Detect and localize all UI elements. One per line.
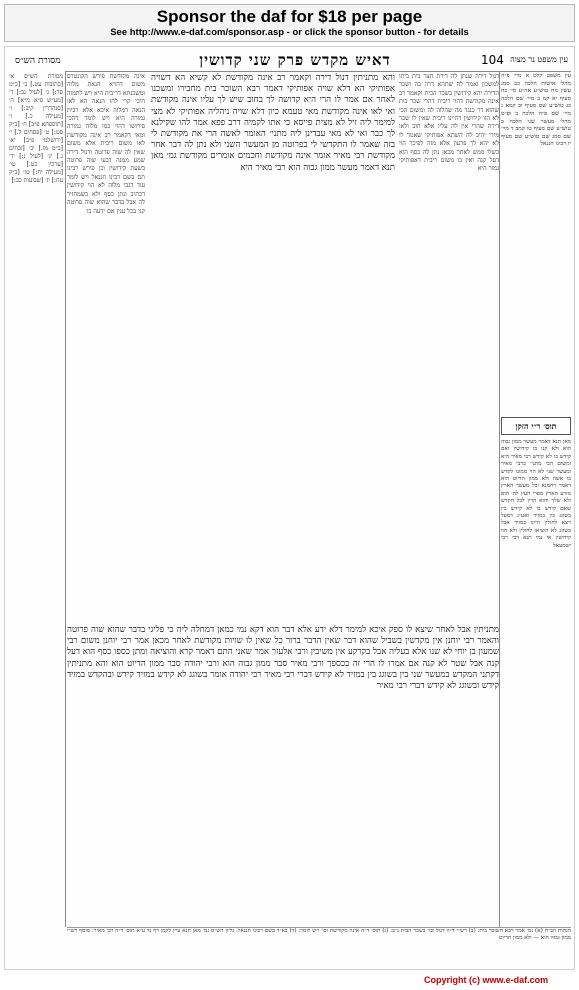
gemara-lower-block: מתניתין אבל לאחר שיצא לו ספק איכא למימר דלא ידע אלא דבר הוא דקא נמי כמאן דמחלה ליה כי פליגי בדבר שהוא שוה פרוטה והאמר רבי יוחנן אין מקדשין בשביל שהוא דבר שאין הדבר ברור כל שאין לו שויות מקודשת לאחר מכאן אמר רבי יוחנן משום רבי שמעון בן יוחי לא שנו אלא בעליה אבל בקרקע אין משיבין ורבי אלעזר אמר שאני התם דאמר קרא והוציאה ומתן כספו כסף הוא דעל קנה אבל שטר לא קנה אם אמרו לו הרי זה בכספך ורבי מאיר סבר ממון גבוה הוא ורבי יהודה סבר ממון הדיוט הוא והא מתניתין דקתני המקדש במעשר שני בין בשוגג בין במזיד לא קידש דברי רבי מאיר רבי יהודה אומר בשוגג לא קידש במזיד קידש ובהקדש במזיד קידש ובשוגג לא קידש דברי רבי מאיר: [67, 625, 499, 692]
page-header: [5, 53, 574, 71]
rid-commentary-column: מאן תנא דאמר מעשר ממון גבוה הוא ולא קנו בו קידושין ואם קידש בו לא קידש רבי מאיר היא ומשום הכי מתני׳ כרבי מאיר ומעשר שני לא הוי ממונו לקדש בו אשה ולא ממון הדיוט הוא דאמר רחמנא וכל מעשר הארץ מזרע הארץ מפרי העץ לה׳ הוא ולא שלך והוא הדין לכל הקדש שאם קידש בו לא קידש בין בשוגג בין במזיד ואע״ג דמעל ויצא לחולין היינו במזיד אבל בשוגג לא הוציאו לחולין ולא הוו קידושין אי נמי תנא דבי רבי ישמעאל: [501, 439, 571, 549]
copyright-link[interactable]: Copyright (c) www.e-daf.com: [424, 975, 549, 985]
talmud-page: [4, 46, 575, 970]
sponsor-details[interactable]: See http://www.e-daf.com/sponsor.asp - or click the sponsor button - for details: [110, 27, 469, 38]
masoret-hashas-column: מסורת הש״ס א׳ [כתובות עט.] ב׳ [ב״מ סד:] ג׳ [לעיל נב:] ד׳ [מע״ש פ״א מ״א] ה׳ [סנהדרין קיב:] ו׳ [מעילה כ.] ז׳ [תוספתא פ״ב] ח׳ [ב״ק סט:] ט׳ [פסחים ל.] י׳ [ירושלמי פ״ב] יא׳ [ב״מ מז.] יב׳ [זבחים נ.] יג׳ [לעיל נ:] יד׳ [ערכין כט.] טו׳ [מעילה יח:] טז׳ [ב״ק עח:] יז׳ [שבועות כב:]: [9, 73, 63, 184]
sponsor-banner[interactable]: [4, 4, 575, 42]
divider-right: [499, 71, 500, 927]
divider-top: [65, 71, 571, 72]
divider-left: [65, 71, 66, 927]
gemara-column: והא מתניתין דנול דירה וקאמר רב אינה מקודשת לא קשיא הא דשויה אפותיקי הא דלא שויה אפותיקי דאמר רבא השוכר בית מחבירו ומשכנו לאחר אם אמר לו הרי היא קדושה לך בחוב שיש לך עליו אינה מקודשת ואי לאו אינה מקודשת מאי טעמא כיון דלא שויה ניהליה אפותיקי לא מצי למימר ליה זיל לא מצית פייסא כי אתו לקמיה דרב פפא אמר להו שקילנא לך כבר ואי לא מאי עבדינן ליה מתני׳ האומר לאשה הרי את מקודשת לי בזה שאמר לו התקדשי לי בפרוטה מן המעשר השני ולא נתן לה דבר אחר מקודשת רבי מאיר אומר אינה מקודשת וחכמים אומרים מקודשת גמ׳ מאן תנא דאמר מעשר ממון גבוה הוא רבי מאיר היא: [151, 73, 395, 173]
tosafot-column: אינה מקודשת פירש הקונטרס משום דהויא הנאת מלוה ומשכנתא דריבית היא ויש לתמוה היכי קרי להו הנאה הא לאו הנאה דמלוה איכא אלא רבית גמורה היא ויש לומר דהכי פירושו דהוי כמו מלוה גמורה ומאי דקאמר רב אינה מקודשת לאו משום ריבית אלא משום שאין לה שוה פרוטה ודנול דירה שמע ממנה דבעי שוה פרוטה בשעת קידושין וכן פירש רבינו תם בשם רבינו חננאל ויש לומר עוד דגבי מלוה לא הוי קידושין דכתיב ונתן כסף ולא כשמחזיר לה אבל בדבר שהוא שוה פרוטה קני בכל ענין אם ידעה בו: [67, 73, 145, 215]
ein-mishpat-column: עין משפט קלט א מיי׳ פ״ה מהל׳ אישות הלכה כב סמג עשין מח טוש״ע אה״ע סי׳ כח סעיף יא קמ ב מיי׳ שם הלכה כג טוש״ע שם סעיף יב קמא ג מיי׳ שם פ״ה הלכה ב ופ״ט מהל׳ מעשר שני הלכה ב טוש״ע שם סעיף טו קמב ד מיי׳ שם סמג שם טוש״ע שם סעיף יז רבינו חננאל: [501, 73, 571, 148]
masoret-hashas-label: מסורת הש״ס: [15, 56, 61, 66]
commentary-heading-box: תוס׳ ר״י הזקן: [501, 417, 571, 435]
ein-mishpat-label: עין משפט נר מצוה: [510, 55, 568, 64]
footnotes-block: הגהות הב״ח (א) גמ׳ אמר רבא השוכר בית: (ב) רש״י ד״ה דנול וכו׳ בשכר הבית נ״ב: (ג) תוס׳ ד״ה אינה מקודשת וכו׳ ויש לומר: (ד) בא״ד בשם רבינו חננאל: גליון הש״ס גמ׳ מאן תנא עיין לקמן דף נד ע״א תוס׳ ד״ה רבי מאיר: מוסף רש״י ממון גבוה הוא — ולא ממון הדיוט: [67, 927, 571, 966]
page-number: 104: [481, 53, 504, 67]
rashi-column: דנול דירה שנתן לה דירת חצר בית ביתו למשכון ואמר לה שתהא דרה בה ושכר הדירה יהא קידושין בשכר הבית וקאמר רב אינה מקודשת דהוי ריבית דהרי שכר בית שהוא דר כנגד מה שהלוה לה ומשום הכי לא הוו קידושין דהיינו ריבית שאין לו שכר דירה שהרי אין לה עליו אלא חוב ולאו מידי יהיב לה השתא אפותיקי שאמר לו לא יהא לך פרעון אלא מזה לפיכך הוי כשלו ממש לאחר מכאן נתן לה כסף הוא דעל קנה ואין בו משום ריבית דאפותיקי גמור היא: [399, 73, 499, 173]
sponsor-headline[interactable]: Sponsor the daf for $18 per page: [156, 7, 423, 26]
page-title: דאיש מקדש פרק שני קדושין: [199, 51, 391, 69]
